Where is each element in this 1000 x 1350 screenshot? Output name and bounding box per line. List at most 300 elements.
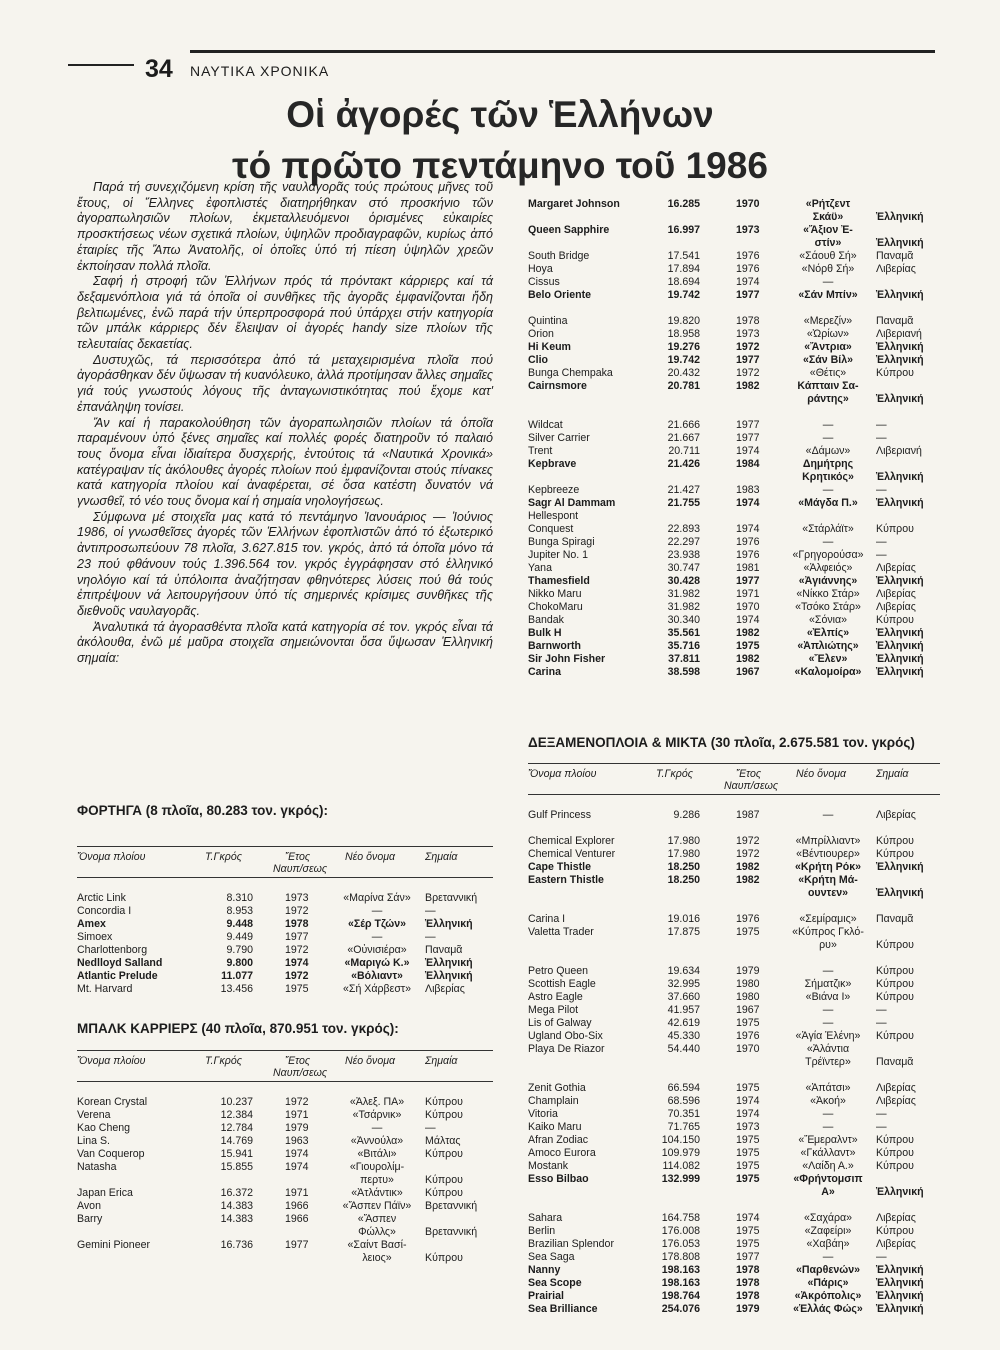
new-name: «Οὐνισιέρα» <box>347 944 407 956</box>
flag: Ἑλληνική <box>876 1264 924 1276</box>
table-row <box>528 991 940 1004</box>
ship-name: Sagr Al Dammam <box>528 497 616 509</box>
ship-name: Lis of Galway <box>528 1017 592 1029</box>
gross-tonnage: 31.982 <box>667 601 700 613</box>
gross-tonnage: 20.432 <box>667 367 700 379</box>
flag: Λιβεριανή <box>876 445 922 457</box>
flag: Ἑλληνική <box>876 1186 924 1198</box>
new-name: «Χαβάη» <box>806 1238 850 1250</box>
new-name: «Ἑλλάς Φώς» <box>793 1303 863 1315</box>
build-year: 1975 <box>736 926 760 938</box>
new-name: «Ἄσπεν Πάϊν» <box>342 1200 412 1212</box>
gross-tonnage: 30.340 <box>667 614 700 626</box>
table-row <box>77 1096 493 1109</box>
table-row <box>528 458 940 484</box>
build-year: 1971 <box>285 1187 309 1199</box>
flag: Ἑλληνική <box>876 289 924 301</box>
flag: Λιβερίας <box>425 983 465 995</box>
table-row <box>77 905 493 918</box>
intro-paragraph: Παρά τή συνεχιζόμενη κρίση τῆς ναυλαγορᾶς τούς πρώτους μῆνες τοῦ ἔτους, οἱ Ἕλληνες ἐφοπλιστές διατηρήθηκαν στό προσκήνιο τῶν ἀγοραπωλησιῶν πλοίων, ἐκμεταλλευόμενοι ὁρισμένες εὐκαιρίες προσκτήσεως νέων σχετικά πλοίων, ὑψηλῶν προδιαγραφῶν, κυρίως ἀπό ἑταιρίες τῆς Ἄπω Ἀνατολῆς, οἱ ὁποῖες ὑπό τή πίεση ὑψηλῶν χρεῶν ἐκποίησαν πολλά πλοῖα. <box>77 180 493 273</box>
table-row <box>528 575 940 588</box>
flag: Λιβερίας <box>876 1238 916 1250</box>
build-year: 1975 <box>736 1173 760 1185</box>
build-year: 1970 <box>736 1043 760 1055</box>
new-name: — <box>822 1004 834 1016</box>
gross-tonnage: 132.999 <box>661 1173 700 1185</box>
ship-name: Mt. Harvard <box>77 983 133 995</box>
new-name: Σήματζικ» <box>804 978 852 990</box>
build-year: 1977 <box>736 432 760 444</box>
build-year: 1974 <box>736 614 760 626</box>
flag: Κύπρου <box>876 939 914 951</box>
new-name-cont: Κρητικός» <box>802 471 854 483</box>
gross-tonnage: 20.781 <box>667 380 700 392</box>
table-row <box>528 198 940 224</box>
column-header-year-2: Ναυπ/σεως <box>273 1067 328 1079</box>
build-year: 1971 <box>285 1109 309 1121</box>
new-name: — <box>371 1122 383 1134</box>
build-year: 1981 <box>736 562 760 574</box>
build-year: 1972 <box>736 341 760 353</box>
new-name: «Σαχάρα» <box>803 1212 852 1224</box>
section-title-cargo: ΦΟΡΤΗΓΑ (8 πλοῖα, 80.283 τον. γκρός): <box>77 803 329 818</box>
ship-name: Quintina <box>528 315 568 327</box>
intro-paragraph: Ἄν καί ἡ παρακολούθηση τῶν ἀγοραπωλησιῶν πλοίων τά ὁποῖα παραμένουν ὑπό ξένες σημαῖες καί πολλές φορές διατηροῦν τό παλαιό τους ὄνομα εἶναι ἰδιαίτερα δυσχερής, ἐντούτοις τά «Ναυτικά Χρονικά» κατέγραψαν τίς ἀκόλουθες ἀγορές πλοίων πού ἐμφανίζονται στούς πίνακες κατά κατηγορία πλοίου καί ἀναφέρεται, σέ ὅσα κατέστη δυνατόν νά γνωσθεῖ, τό νέο τους ὄνομα καί ἡ σημαία νηολογήσεως. <box>77 415 493 509</box>
new-name: «Ἁγία Ἑλένη» <box>795 1030 861 1042</box>
column-header-year: Ἔτος <box>736 768 762 780</box>
new-name: — <box>822 965 834 977</box>
build-year: 1974 <box>285 1148 309 1160</box>
ship-name: Charlottenborg <box>77 944 148 956</box>
gross-tonnage: 198.163 <box>661 1277 700 1289</box>
article-title-line-1: Οἱ ἀγορές τῶν Ἑλλήνων <box>286 94 714 135</box>
new-name: — <box>822 1108 834 1120</box>
new-name: «Μαριγώ Κ.» <box>344 957 410 969</box>
table-row <box>528 380 940 406</box>
table-row <box>528 1147 940 1160</box>
table-row <box>528 1134 940 1147</box>
flag: Κύπρου <box>876 614 914 626</box>
build-year: 1976 <box>736 250 760 262</box>
intro-text <box>77 180 493 667</box>
flag: Βρεταννική <box>425 1226 478 1238</box>
new-name: «Ὡρίων» <box>806 328 850 340</box>
build-year: 1973 <box>736 328 760 340</box>
build-year: 1975 <box>285 983 309 995</box>
flag: — <box>876 1108 887 1120</box>
table-row <box>77 1213 493 1239</box>
new-name: — <box>822 536 834 548</box>
column-header-flag: Σημαία <box>425 1055 458 1067</box>
column-header-year: Ἔτος <box>285 851 311 863</box>
flag: Λιβερίας <box>876 601 916 613</box>
flag: Λιβερίας <box>876 1082 916 1094</box>
gross-tonnage: 70.351 <box>667 1108 700 1120</box>
new-name-cont: ρυ» <box>819 939 837 951</box>
gross-tonnage: 21.666 <box>667 419 700 431</box>
table-row <box>528 1004 940 1017</box>
gross-tonnage: 42.619 <box>667 1017 700 1029</box>
new-name: «Κρήτη Ρόκ» <box>794 861 862 873</box>
flag: Κύπρου <box>876 1225 914 1237</box>
table-row <box>77 1200 493 1213</box>
ship-name: South Bridge <box>528 250 590 262</box>
build-year: 1974 <box>736 445 760 457</box>
new-name: «Καλομοίρα» <box>794 666 862 678</box>
tanker-table <box>528 763 940 1316</box>
table-row <box>528 224 940 250</box>
gross-tonnage: 176.008 <box>661 1225 700 1237</box>
new-name: «Παρθενών» <box>796 1264 860 1276</box>
build-year: 1972 <box>736 835 760 847</box>
new-name: «Κύπρος Γκλό- <box>792 926 864 938</box>
build-year: 1978 <box>736 1264 760 1276</box>
ship-name: Zenit Gothia <box>528 1082 586 1094</box>
flag: — <box>876 536 887 548</box>
gross-tonnage: 37.660 <box>667 991 700 1003</box>
flag: Ἑλληνική <box>876 393 924 405</box>
gross-tonnage: 18.694 <box>667 276 700 288</box>
gross-tonnage: 164.758 <box>661 1212 700 1224</box>
build-year: 1974 <box>285 957 309 969</box>
build-year: 1977 <box>736 354 760 366</box>
flag: Ἑλληνική <box>876 887 924 899</box>
table-row <box>77 957 493 970</box>
new-name: «Ἔμεραλντ» <box>798 1134 858 1146</box>
flag: — <box>876 1251 887 1263</box>
build-year: 1984 <box>736 458 760 470</box>
ship-name: Margaret Johnson <box>528 198 620 210</box>
new-name: «Ἀγιάννης» <box>798 575 858 587</box>
table-row <box>528 328 940 341</box>
build-year: 1987 <box>736 809 760 821</box>
table-row <box>528 315 940 328</box>
flag: Λιβερίας <box>876 1095 916 1107</box>
column-header-name: Ὄνομα πλοίου <box>77 851 146 863</box>
header-rule-left <box>68 64 134 66</box>
build-year: 1973 <box>285 892 309 904</box>
article-title-line-2: τό πρῶτο πεντάμηνο τοῦ 1986 <box>232 145 768 186</box>
ship-name: Bandak <box>528 614 564 626</box>
build-year: 1974 <box>736 523 760 535</box>
table-row <box>77 1135 493 1148</box>
flag: Κύπρου <box>876 1134 914 1146</box>
gross-tonnage: 66.594 <box>667 1082 700 1094</box>
new-name: «Ἀλάντια <box>806 1043 850 1055</box>
intro-paragraph: Ἀναλυτικά τά ἀγορασθέντα πλοῖα κατά κατηγορία σέ τον. γκρός εἶναι τά ἀκόλουθα, ἐνῶ μέ μαῦρα στοιχεῖα σημειώνονται ὅσα ὕψωσαν Ἑλληνική σημαία: <box>77 619 493 666</box>
table-row <box>528 250 940 263</box>
table-row <box>528 419 940 432</box>
new-name: «Βιάνα Ι» <box>805 991 851 1003</box>
table-row <box>528 1303 940 1316</box>
build-year: 1975 <box>736 1238 760 1250</box>
ship-name: Chemical Explorer <box>528 835 615 847</box>
build-year: 1978 <box>736 1290 760 1302</box>
build-year: 1975 <box>736 1160 760 1172</box>
table-row <box>528 536 940 549</box>
intro-paragraph: Σύμφωνα μέ στοιχεῖα μας κατά τό πεντάμηνο Ἰανουάριος — Ἰούνιος 1986, οἱ γνωσθεῖσες ἀγορές τῶν Ἑλλήνων ἐφοπλιστῶν ἀπό τό ἐξωτερικό ἀντιπροσωπεύουν 78 πλοῖα, 3.627.815 τον. γκρός, ἀπό τά ὁποῖα μόνο τά 23 πού φθάνουν τούς 1.396.564 τον. γκρός ἐγγράφησαν στό ἑλληνικό νηολόγιο καί τά ὑπόλοιπα ἀναζήτησαν φθηνότερες λύσεις πού θά τούς ἐπιτρέψουν νά λειτουργήσουν ὑπό τίς σημερινές κρίσιμες συνθῆκες τῆς διεθνοῦς ναυλαγορᾶς. <box>77 509 493 618</box>
new-name: «Ἀπλιώτης» <box>797 640 859 652</box>
new-name: «Σαίντ Βασί- <box>347 1239 407 1251</box>
table-row <box>528 1277 940 1290</box>
flag: Παναμᾶ <box>876 250 914 262</box>
column-header-new-name: Νέο ὄνομα <box>345 851 396 863</box>
gross-tonnage: 35.561 <box>667 627 700 639</box>
ship-name: Cape Thistle <box>528 861 591 873</box>
column-header-grt: Τ.Γκρός <box>656 768 693 780</box>
flag: Μάλτας <box>425 1135 461 1147</box>
gross-tonnage: 16.285 <box>667 198 700 210</box>
ship-name: Belo Oriente <box>528 289 591 301</box>
table-row <box>528 562 940 575</box>
flag: Ἑλληνική <box>876 237 924 249</box>
gross-tonnage: 13.456 <box>220 983 253 995</box>
build-year: 1979 <box>285 1122 309 1134</box>
table-row <box>528 367 940 380</box>
new-name: «Μπρίλλιαντ» <box>795 835 861 847</box>
gross-tonnage: 17.894 <box>667 263 700 275</box>
build-year: 1977 <box>285 1239 309 1251</box>
new-name: «Τσάρνικ» <box>352 1109 402 1121</box>
column-header-year-2: Ναυπ/σεως <box>724 780 779 792</box>
new-name: «Ἄσπεν <box>357 1213 397 1225</box>
table-row <box>528 432 940 445</box>
build-year: 1976 <box>736 913 760 925</box>
ship-name: Sir John Fisher <box>528 653 606 665</box>
table-row <box>528 614 940 627</box>
table-row <box>528 1290 940 1303</box>
gross-tonnage: 14.383 <box>220 1213 253 1225</box>
ship-name: Hoya <box>528 263 553 275</box>
ship-name: Sahara <box>528 1212 563 1224</box>
gross-tonnage: 104.150 <box>661 1134 700 1146</box>
ship-name: Scottish Eagle <box>528 978 596 990</box>
new-name: — <box>822 419 834 431</box>
ship-name: Bulk H <box>528 627 562 639</box>
gross-tonnage: 21.667 <box>667 432 700 444</box>
new-name: «Γκάλλαντ» <box>800 1147 856 1159</box>
flag: Λιβεριανή <box>876 328 922 340</box>
ship-name: Japan Erica <box>77 1187 133 1199</box>
new-name-cont: ουντεν» <box>807 887 849 899</box>
gross-tonnage: 21.755 <box>667 497 700 509</box>
flag: Ἑλληνική <box>876 640 924 652</box>
new-name: «Ἀλεξ. ΠΑ» <box>349 1096 405 1108</box>
new-name-cont: Σκάϋ» <box>812 211 844 223</box>
ship-name: Kepbreeze <box>528 484 580 496</box>
build-year: 1966 <box>285 1200 309 1212</box>
new-name: «Δάμων» <box>805 445 851 457</box>
new-name: — <box>371 931 383 943</box>
flag: Ἑλληνική <box>876 1290 924 1302</box>
build-year: 1974 <box>736 1095 760 1107</box>
flag: Παναμᾶ <box>425 944 463 956</box>
column-header-flag: Σημαία <box>876 768 909 780</box>
column-header-new-name: Νέο ὄνομα <box>345 1055 396 1067</box>
gross-tonnage: 19.820 <box>667 315 700 327</box>
build-year: 1975 <box>736 1017 760 1029</box>
gross-tonnage: 68.596 <box>667 1095 700 1107</box>
flag: Ἑλληνική <box>876 497 924 509</box>
gross-tonnage: 9.448 <box>226 918 253 930</box>
gross-tonnage: 114.082 <box>662 1160 700 1172</box>
table-row <box>528 874 940 900</box>
table-row <box>528 1030 940 1043</box>
gross-tonnage: 54.440 <box>667 1043 700 1055</box>
flag: Ἑλληνική <box>876 575 924 587</box>
flag: Ἑλληνική <box>425 957 473 969</box>
gross-tonnage: 18.250 <box>667 874 700 886</box>
flag: Παναμᾶ <box>876 315 914 327</box>
gross-tonnage: 31.982 <box>667 588 700 600</box>
ship-name: Lina S. <box>77 1135 110 1147</box>
build-year: 1980 <box>736 978 760 990</box>
table-row <box>528 484 940 497</box>
flag: Λιβερίας <box>876 263 916 275</box>
new-name: «Σόνια» <box>809 614 847 626</box>
flag: — <box>876 1004 887 1016</box>
table-row <box>528 1095 940 1108</box>
ship-name: Arctic Link <box>77 892 126 904</box>
flag: Ἑλληνική <box>876 471 924 483</box>
ship-name: Clio <box>528 354 549 366</box>
gross-tonnage: 22.297 <box>667 536 700 548</box>
flag: Κύπρου <box>876 965 914 977</box>
flag: Παναμᾶ <box>876 1056 914 1068</box>
table-row <box>528 497 940 510</box>
new-name: «Γιουρολίμ- <box>349 1161 405 1173</box>
gross-tonnage: 17.980 <box>667 835 700 847</box>
new-name: «Νίκκο Στάρ» <box>796 588 860 600</box>
ship-name: Gulf Princess <box>528 809 591 821</box>
build-year: 1972 <box>736 367 760 379</box>
table-row <box>528 523 940 536</box>
gross-tonnage: 198.764 <box>661 1290 700 1302</box>
ship-name: Trent <box>528 445 553 457</box>
table-row <box>528 1173 940 1199</box>
table-header <box>77 846 493 878</box>
flag: Κύπρου <box>425 1174 463 1186</box>
ship-name: Bunga Chempaka <box>528 367 613 379</box>
build-year: 1970 <box>736 198 760 210</box>
table-row <box>77 918 493 931</box>
build-year: 1977 <box>736 575 760 587</box>
new-name: «Σεμίραμις» <box>799 913 857 925</box>
flag: Κύπρου <box>876 978 914 990</box>
ship-name: Silver Carrier <box>528 432 590 444</box>
ship-name: Champlain <box>528 1095 579 1107</box>
gross-tonnage: 178.808 <box>661 1251 700 1263</box>
new-name: — <box>822 1121 834 1133</box>
ship-name: ChokoMaru <box>528 601 583 613</box>
flag: — <box>425 931 436 943</box>
gross-tonnage: 71.765 <box>667 1121 700 1133</box>
column-header-name: Ὄνομα πλοίου <box>77 1055 146 1067</box>
ship-name: Avon <box>77 1200 101 1212</box>
flag: Ἑλληνική <box>876 666 924 678</box>
table-row <box>528 835 940 848</box>
gross-tonnage: 16.736 <box>220 1239 253 1251</box>
build-year: 1975 <box>736 1134 760 1146</box>
build-year: 1972 <box>736 848 760 860</box>
table-row <box>528 354 940 367</box>
gross-tonnage: 9.800 <box>226 957 253 969</box>
build-year: 1976 <box>736 536 760 548</box>
gross-tonnage: 8.953 <box>226 905 253 917</box>
table-row <box>528 1264 940 1277</box>
ship-name: Thamesfield <box>528 575 590 587</box>
column-header-new-name: Νέο ὄνομα <box>796 768 847 780</box>
build-year: 1975 <box>736 1147 760 1159</box>
flag: Βρεταννική <box>425 892 478 904</box>
ship-name: Carina I <box>528 913 566 925</box>
column-header-year: Ἔτος <box>285 1055 311 1067</box>
new-name: «Ἔλεν» <box>808 653 848 665</box>
new-name: «Βόλιαντ» <box>351 970 403 982</box>
table-row <box>528 978 940 991</box>
new-name: «Ἀννούλα» <box>350 1135 404 1147</box>
ship-name: Sea Saga <box>528 1251 575 1263</box>
new-name: «Στάρλάϊτ» <box>802 523 854 535</box>
gross-tonnage: 19.742 <box>667 289 700 301</box>
table-row <box>528 640 940 653</box>
new-name: «Βιτάλι» <box>357 1148 397 1160</box>
ship-name: Orion <box>528 328 554 340</box>
table-row <box>528 809 940 822</box>
ship-name: Astro Eagle <box>528 991 583 1003</box>
flag: Κύπρου <box>425 1187 463 1199</box>
ship-name: Sea Scope <box>528 1277 582 1289</box>
table-row <box>528 666 940 679</box>
table-row <box>528 276 940 289</box>
column-header-flag: Σημαία <box>425 851 458 863</box>
gross-tonnage: 20.711 <box>668 445 700 457</box>
new-name: «Θέτις» <box>809 367 847 379</box>
ship-name: Barnworth <box>528 640 581 652</box>
new-name: «Γρηγορούσα» <box>792 549 864 561</box>
gross-tonnage: 21.427 <box>667 484 700 496</box>
magazine-name: ΝΑΥΤΙΚΑ ΧΡΟΝΙΚΑ <box>190 63 330 79</box>
flag: Λιβερίας <box>876 588 916 600</box>
ship-name: Concordia I <box>77 905 132 917</box>
gross-tonnage: 16.997 <box>667 224 700 236</box>
ship-name: Bunga Spiragi <box>528 536 595 548</box>
new-name: «Μάγδα Π.» <box>798 497 858 509</box>
ship-name: Van Coquerор <box>77 1148 145 1160</box>
new-name: «Ρήτζεντ <box>805 198 851 210</box>
build-year: 1973 <box>736 224 760 236</box>
ship-name: Cissus <box>528 276 560 288</box>
new-name: «Σάν Μπίν» <box>798 289 858 301</box>
table-row <box>528 1212 940 1225</box>
intro-paragraph: Σαφή ἡ στροφή τῶν Ἑλλήνων πρός τά πρόντακτ κάρριερς καί τά δεξαμενόπλοια γιά τά ὁποῖα οἱ συνθῆκες τῆς ἀγορᾶς ἐμφανίζονται ἤδη βελτιωμένες, ἐνῶ παρά τήν ὑπερπροσφορά πού ὑπάρχει στήν κατηγορία τῶν μπάλκ κάρριερς δέν ἔλειψαν οἱ ἀγορές handy size πλοίων τῆς τελευταίας δεκαετίας. <box>77 274 493 352</box>
build-year: 1967 <box>736 1004 760 1016</box>
gross-tonnage: 9.449 <box>226 931 253 943</box>
table-row <box>528 965 940 978</box>
build-year: 1976 <box>736 263 760 275</box>
build-year: 1966 <box>285 1213 309 1225</box>
table-row <box>528 848 940 861</box>
new-name: «Ἀλφειός» <box>803 562 853 574</box>
table-row <box>528 445 940 458</box>
ship-name: Yana <box>528 562 552 574</box>
flag: Ἑλληνική <box>876 653 924 665</box>
build-year: 1983 <box>736 484 760 496</box>
page-number: 34 <box>145 55 173 83</box>
flag: Ἑλληνική <box>876 1277 924 1289</box>
gross-tonnage: 254.076 <box>661 1303 700 1315</box>
ship-name: Afran Zodiac <box>528 1134 589 1146</box>
